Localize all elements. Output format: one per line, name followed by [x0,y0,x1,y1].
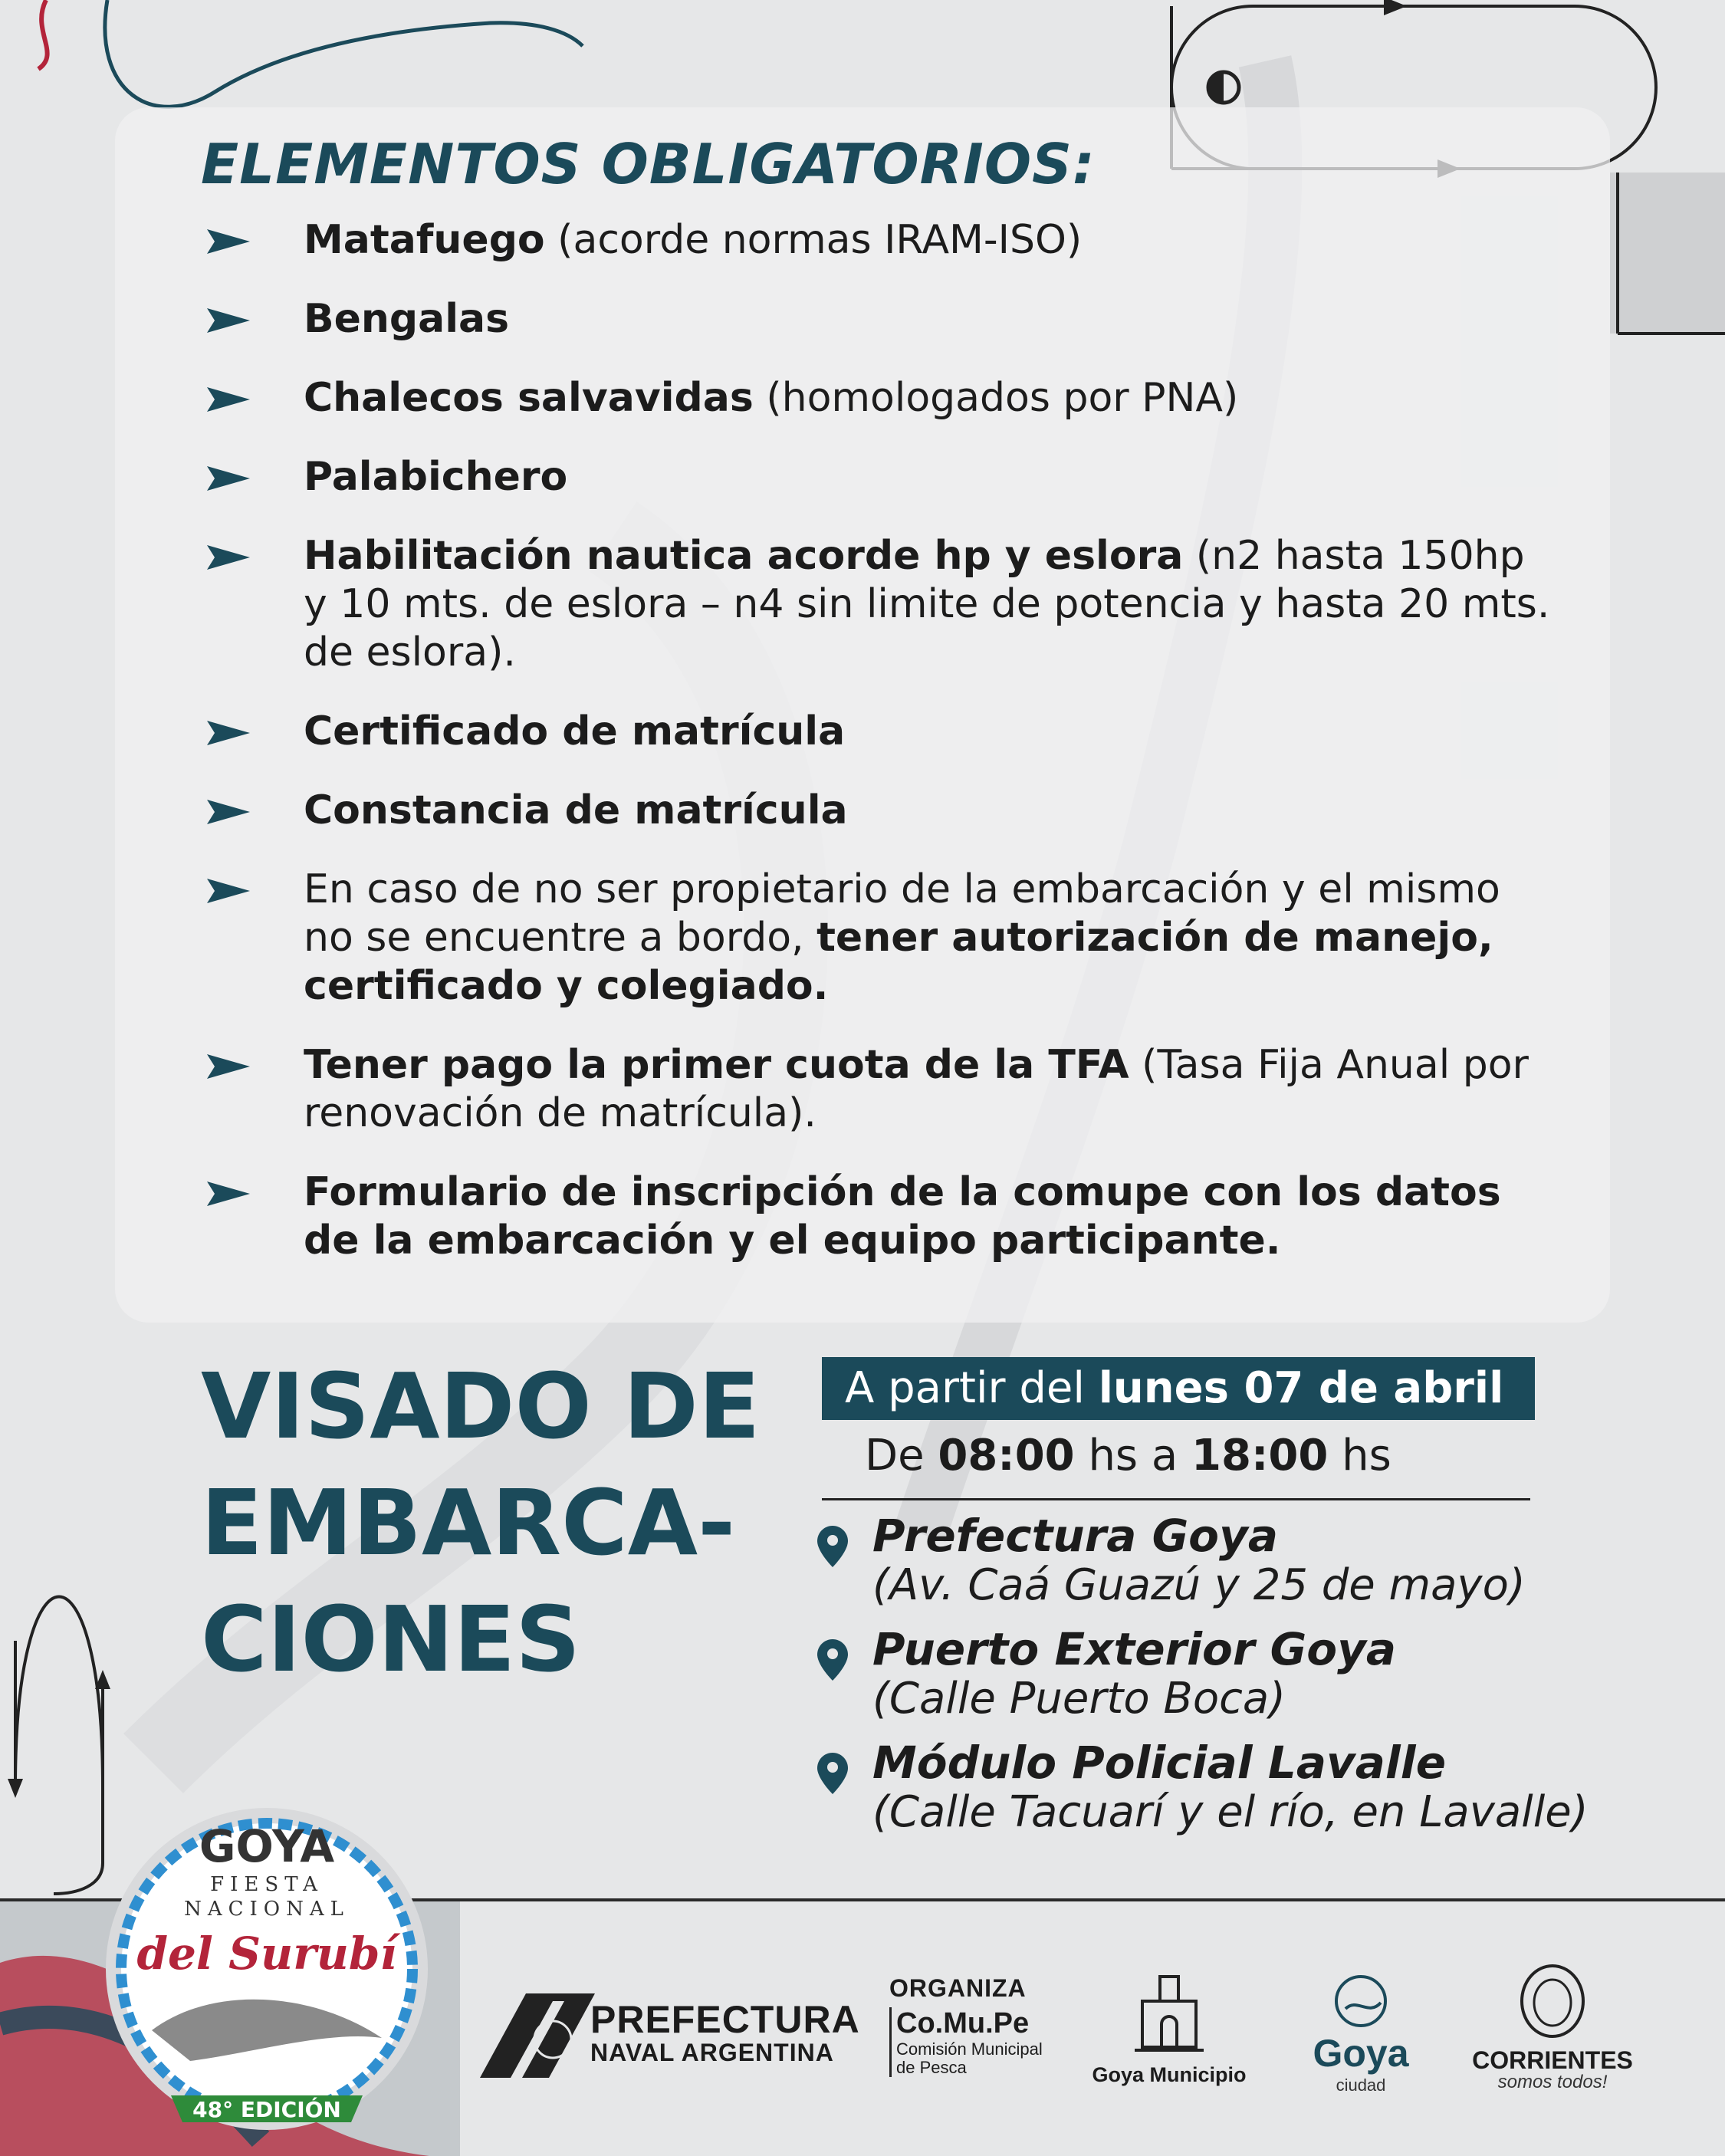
list-item: Habilitación nautica acorde hp y eslora (n2 hasta 150hp y 10 mts. de eslora – n4 sin limite de potencia y hasta 20 mts. de eslora). [201,532,1550,677]
map-pin-icon [817,1639,848,1681]
map-pin-icon [817,1526,848,1567]
badge-fiesta: FIESTA [210,1873,324,1896]
location-item: Puerto Exterior Goya (Calle Puerto Boca) [817,1624,1661,1737]
arrow-bullet-icon [207,387,250,412]
goya-municipio-logo: Goya Municipio [1089,1970,1250,2087]
goya-ciudad-logo: Goya ciudad [1303,1970,1418,2095]
arrow-bullet-icon [207,545,250,570]
locations-list [817,1510,1661,1851]
list-item: Bengalas [201,295,1550,343]
badge-nacional: NACIONAL [184,1898,350,1921]
arrow-bullet-icon [207,229,250,254]
location-item: Módulo Policial Lavalle (Calle Tacuarí y el río, en Lavalle) [817,1737,1661,1851]
arrow-bullet-icon [207,466,250,491]
visado-heading: VISADO DE EMBARCA- CIONES [201,1353,761,1692]
arrow-bullet-icon [207,879,250,903]
list-item: Constancia de matrícula [201,787,1550,835]
goya-symbol-icon [1330,1970,1392,2032]
prefectura-logo: PREFECTURA NAVAL ARGENTINA [590,1998,860,2066]
corrientes-logo: CORRIENTES somos todos! [1464,1963,1641,2093]
arrow-bullet-icon [207,1054,250,1079]
provincial-seal-icon [1518,1963,1587,2039]
badge-surubi: del Surubí [136,1928,397,1980]
badge-edition: 48° EDICIÓN [192,2097,341,2122]
list-item: Certificado de matrícula [201,708,1550,756]
list-item: En caso de no ser propietario de la embarcación y el mismo no se encuentre a bordo, tener autorización de manejo, certificado y colegiado. [201,866,1550,1011]
map-pin-icon [817,1753,848,1794]
church-icon [1135,1970,1204,2055]
list-item: Chalecos salvavidas (homologados por PNA) [201,374,1550,422]
hours-text: De 08:00 hs a 18:00 hs [865,1431,1392,1481]
list-item: Tener pago la primer cuota de la TFA (Tasa Fija Anual por renovación de matrícula). [201,1041,1550,1138]
arrow-bullet-icon [207,721,250,745]
location-item: Prefectura Goya (Av. Caá Guazú y 25 de mayo) [817,1510,1661,1624]
organizer-logo: ORGANIZA Co.Mu.Pe Comisión Municipal de Pesca [889,1974,1050,2077]
date-banner: A partir del lunes 07 de abril [822,1357,1535,1420]
list-item: Matafuego (acorde normas IRAM-ISO) [201,216,1550,265]
arrow-bullet-icon [207,1182,250,1206]
requirements-list [201,216,1550,1265]
list-item: Palabichero [201,453,1550,501]
festival-badge-logo [98,1800,435,2138]
arrow-bullet-icon [207,800,250,824]
section-title: ELEMENTOS OBLIGATORIOS: [201,132,1096,196]
divider [822,1498,1530,1500]
list-item: Formulario de inscripción de la comupe con los datos de la embarcación y el equipo participante. [201,1168,1550,1265]
arrow-bullet-icon [207,308,250,333]
badge-city: GOYA [199,1820,335,1872]
